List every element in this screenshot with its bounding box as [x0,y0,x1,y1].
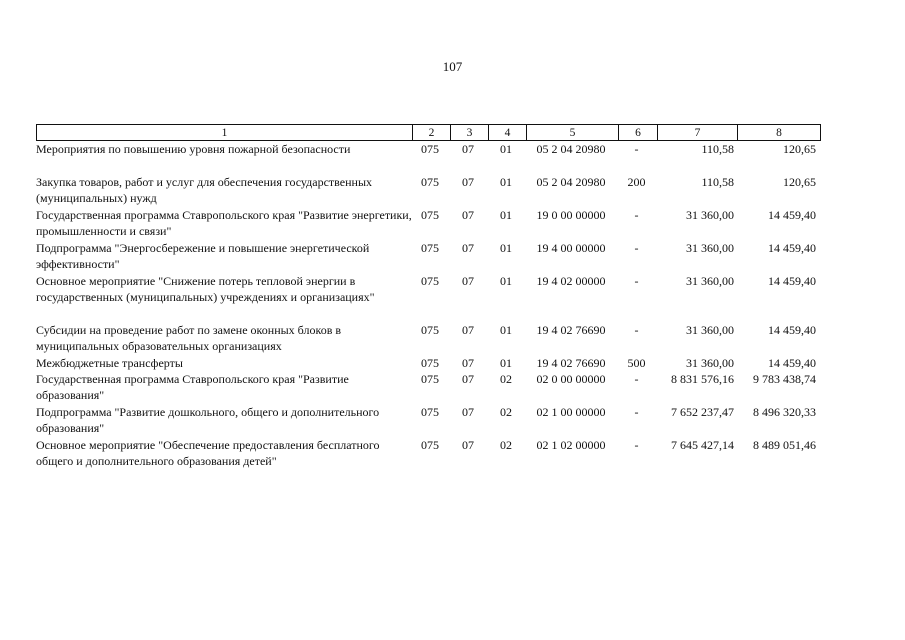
row-col-6: - [634,372,639,386]
row-name: Подпрограмма "Энергосбережение и повышение энергетической эффективности" [36,241,370,271]
row-col-8: 14 459,40 [768,274,816,288]
row-col-4: 01 [500,175,512,189]
row-col-4: 01 [500,356,512,370]
row-name: Основное мероприятие "Обеспечение предоставления бесплатного общего и дополнительного образования детей" [36,438,380,468]
row-col-6: - [634,405,639,419]
row-col-5: 19 4 02 00000 [536,274,606,288]
row-col-7: 8 831 576,16 [671,372,734,386]
row-name: Подпрограмма "Развитие дошкольного, общего и дополнительного образования" [36,405,380,435]
table-header [36,124,821,141]
row-name: Основное мероприятие "Снижение потерь тепловой энергии в государственных (муниципальных) учреждениях и организациях" [36,274,375,304]
row-col-6: 500 [627,356,646,370]
row-name: Межбюджетные трансферты [36,356,183,370]
row-col-7: 31 360,00 [686,274,734,288]
header-col-3: 3 [450,125,488,140]
row-col-2: 075 [421,208,439,222]
row-col-8: 8 489 051,46 [753,438,816,452]
row-col-7: 7 645 427,14 [671,438,734,452]
row-col-3: 07 [462,274,474,288]
row-col-4: 01 [500,142,512,156]
row-name: Государственная программа Ставропольского края "Развитие энергетики, промышленности и связи" [36,208,412,238]
row-col-3: 07 [462,241,474,255]
row-col-6: 200 [627,175,646,189]
row-col-4: 01 [500,208,512,222]
row-col-6: - [634,323,639,337]
row-col-4: 02 [500,438,512,452]
row-name: Закупка товаров, работ и услуг для обеспечения государственных (муниципальных) нужд [36,175,373,205]
row-col-5: 02 1 00 00000 [536,405,606,419]
header-col-5: 5 [526,125,618,140]
page-number: 107 [442,59,463,74]
row-col-8: 9 783 438,74 [753,372,816,386]
header-col-7: 7 [657,125,737,140]
row-col-3: 07 [462,323,474,337]
row-col-7: 110,58 [701,142,734,156]
row-col-4: 01 [500,241,512,255]
row-col-8: 14 459,40 [768,241,816,255]
row-col-8: 120,65 [783,175,816,189]
row-col-8: 14 459,40 [768,208,816,222]
row-col-6: - [634,142,639,156]
row-name: Субсидии на проведение работ по замене оконных блоков в муниципальных образовательных организациях [36,323,342,353]
row-col-7: 7 652 237,47 [671,405,734,419]
row-col-5: 05 2 04 20980 [536,175,606,189]
row-col-2: 075 [421,142,439,156]
row-col-6: - [634,438,639,452]
row-col-5: 02 1 02 00000 [536,438,606,452]
row-col-8: 14 459,40 [768,323,816,337]
row-col-7: 110,58 [701,175,734,189]
row-col-5: 05 2 04 20980 [536,142,606,156]
row-col-2: 075 [421,405,439,419]
row-col-2: 075 [421,175,439,189]
row-col-2: 075 [421,372,439,386]
row-col-2: 075 [421,323,439,337]
row-col-8: 8 496 320,33 [753,405,816,419]
row-col-2: 075 [421,356,439,370]
row-col-4: 02 [500,405,512,419]
header-col-8: 8 [737,125,820,140]
row-col-6: - [634,241,639,255]
row-col-3: 07 [462,405,474,419]
row-col-3: 07 [462,142,474,156]
row-col-5: 19 0 00 00000 [536,208,606,222]
row-col-6: - [634,274,639,288]
row-col-8: 120,65 [783,142,816,156]
row-col-4: 01 [500,274,512,288]
row-col-3: 07 [462,372,474,386]
row-col-5: 19 4 02 76690 [536,323,606,337]
row-col-2: 075 [421,241,439,255]
row-col-3: 07 [462,356,474,370]
row-col-7: 31 360,00 [686,356,734,370]
header-col-6: 6 [618,125,657,140]
row-col-2: 075 [421,274,439,288]
row-name: Государственная программа Ставропольского края "Развитие образования" [36,372,349,402]
row-col-3: 07 [462,438,474,452]
row-col-2: 075 [421,438,439,452]
row-col-8: 14 459,40 [768,356,816,370]
row-col-4: 02 [500,372,512,386]
row-col-5: 02 0 00 00000 [536,372,606,386]
row-col-4: 01 [500,323,512,337]
row-col-6: - [634,208,639,222]
row-col-7: 31 360,00 [686,323,734,337]
row-col-7: 31 360,00 [686,208,734,222]
header-col-1: 1 [221,127,228,139]
row-col-7: 31 360,00 [686,241,734,255]
row-col-5: 19 4 02 76690 [536,356,606,370]
header-col-4: 4 [488,125,526,140]
row-col-3: 07 [462,175,474,189]
row-name: Мероприятия по повышению уровня пожарной безопасности [36,142,351,156]
header-col-2: 2 [412,125,450,140]
row-col-5: 19 4 00 00000 [536,241,606,255]
row-col-3: 07 [462,208,474,222]
